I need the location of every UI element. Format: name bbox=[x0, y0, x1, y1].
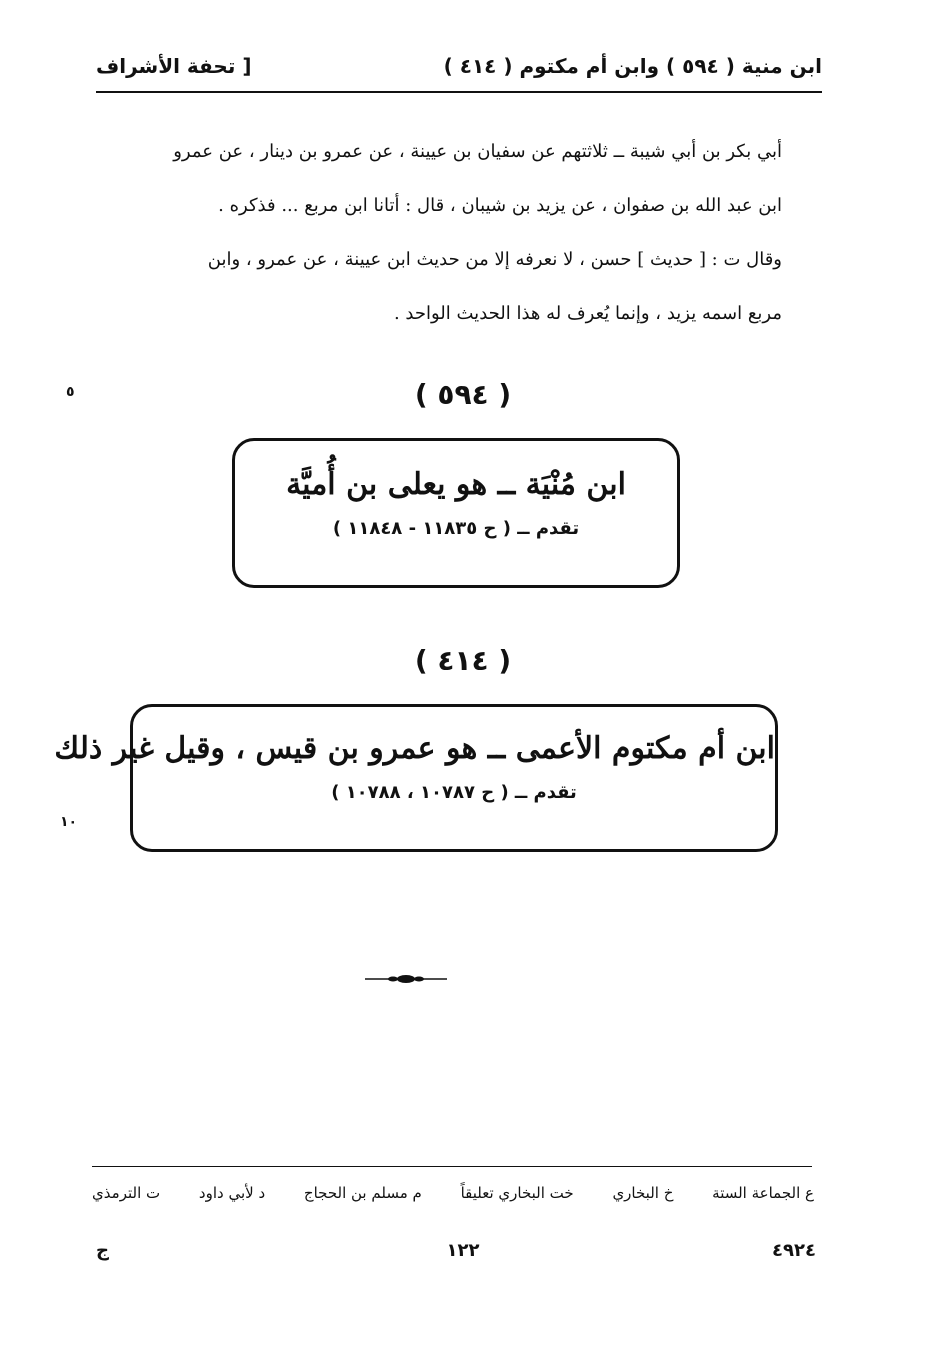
entry-number-414: ( ٤١٤ ) bbox=[414, 644, 512, 677]
abbreviation-item: ت الترمذي bbox=[92, 1184, 161, 1202]
entry-box-594 bbox=[232, 438, 680, 588]
body-line: ابن عبد الله بن صفوان ، عن يزيد بن شيبان ، قال : أتانا ابن مربع ... فذكره . bbox=[218, 195, 782, 216]
abbreviation-item: م مسلم بن الحجاج bbox=[303, 1184, 422, 1202]
body-line: وقال ت : [ حديث ] حسن ، لا نعرفه إلا من حديث ابن عيينة ، عن عمرو ، وابن bbox=[207, 249, 782, 270]
page-number: ١٢٢ bbox=[446, 1240, 480, 1261]
signature-mark: ج bbox=[96, 1240, 109, 1261]
entry-title: ابن مُنْيَة ــ هو يعلى بن أُميَّة bbox=[286, 467, 626, 502]
running-head bbox=[96, 52, 822, 92]
section-end-ornament bbox=[365, 970, 447, 988]
abbreviation-item: د لأبي داود bbox=[198, 1184, 266, 1202]
entry-cross-reference: تقدم ــ ( ح ١٠٧٨٧ ، ١٠٧٨٨ ) bbox=[331, 782, 577, 803]
body-line: مربع اسمه يزيد ، وإنما يُعرف له هذا الحديث الواحد . bbox=[393, 303, 782, 324]
abbreviation-item: خ البخاري bbox=[612, 1184, 674, 1202]
margin-line-number-10: ١٠ bbox=[60, 814, 78, 830]
abbreviation-key bbox=[92, 1184, 814, 1212]
body-line: أبي بكر بن أبي شيبة ــ ثلاثتهم عن سفيان بن عيينة ، عن عمرو بن دينار ، عن عمرو bbox=[173, 141, 782, 162]
margin-line-number-5: ٥ bbox=[66, 384, 75, 400]
entry-number-594: ( ٥٩٤ ) bbox=[414, 378, 512, 411]
abbreviation-item: ع الجماعة الستة bbox=[712, 1184, 814, 1202]
volume-code: ٤٩٢٤ bbox=[772, 1240, 816, 1261]
running-head-book-title: [ تحفة الأشراف bbox=[96, 54, 252, 78]
entry-title: ابن أم مكتوم الأعمى ــ هو عمرو بن قيس ، وقيل غير ذلك bbox=[54, 731, 775, 766]
body-paragraph bbox=[92, 132, 782, 348]
abbreviation-item: خت البخاري تعليقاً bbox=[460, 1184, 574, 1202]
footer-rule bbox=[92, 1166, 812, 1167]
header-rule bbox=[96, 91, 822, 93]
entry-cross-reference: تقدم ــ ( ح ١١٨٣٥ - ١١٨٤٨ ) bbox=[332, 518, 580, 539]
entry-box-414 bbox=[54, 704, 778, 852]
running-head-title: ابن منية ( ٥٩٤ ) وابن أم مكتوم ( ٤١٤ ) bbox=[443, 54, 822, 78]
